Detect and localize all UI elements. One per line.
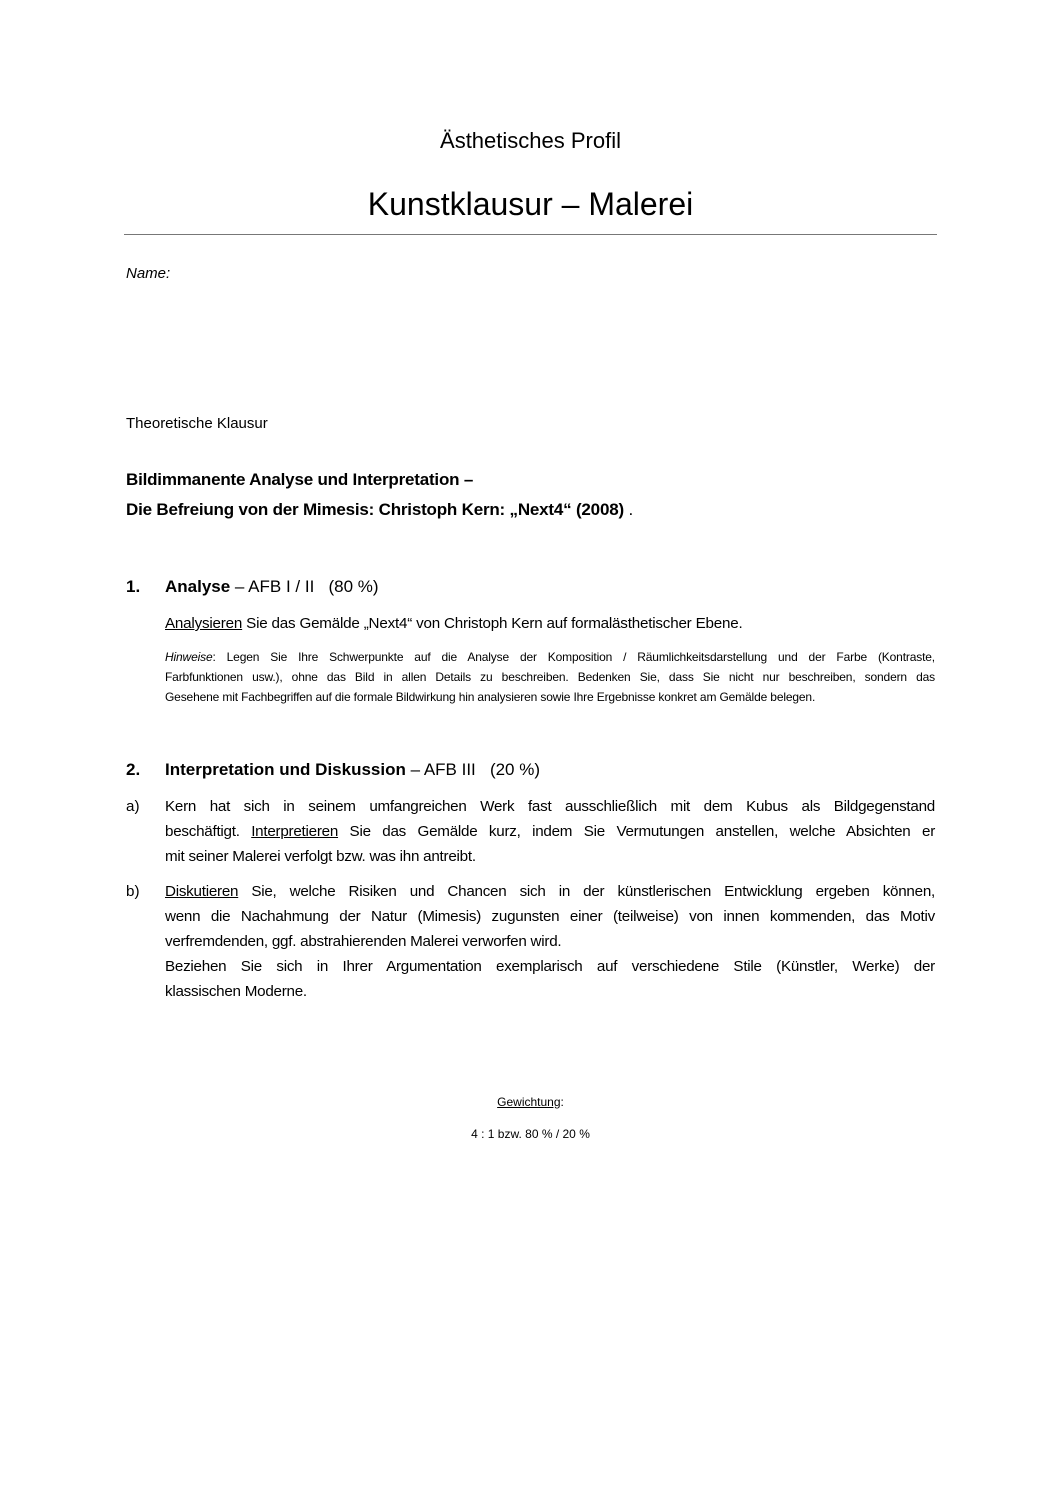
task2b-line-4: Beziehen Sie sich in Ihrer Argumentation exemplarisch auf verschiedene Stile (Künstler, Werke) der: [165, 958, 935, 975]
hint-line-3: Gesehene mit Fachbegriffen auf die formale Bildwirkung hin analysieren sowie Ihre Ergebnisse konkret am Gemälde belegen.: [165, 690, 816, 704]
task2b-line-3: verfremdenden, ggf. abstrahierenden Malerei verworfen wird.: [165, 933, 562, 950]
exam-type: Theoretische Klausur: [126, 415, 268, 432]
weighting-value: 4 : 1 bzw. 80 % / 20 %: [471, 1127, 590, 1141]
weighting-label: [0, 1095, 1061, 1109]
hint-line-2: Farbfunktionen usw.), ohne das Bild in allen Details zu beschreiben. Bedenken Sie, dass Sie nicht nur beschreiben, sondern das: [165, 670, 935, 684]
profile-heading: Ästhetisches Profil: [440, 128, 621, 153]
task1-verb: Analysieren: [165, 615, 243, 632]
task1-instruction-text: Sie das Gemälde „Next4“ von Christoph Kern auf formalästhetischer Ebene.: [242, 615, 743, 632]
task2-number: 2.: [126, 760, 141, 779]
subject-line-2: [126, 500, 633, 520]
task2a-post: Sie das Gemälde kurz, indem Sie Vermutungen anstellen, welche Absichten er: [338, 823, 936, 840]
subject-text: Die Befreiung von der Mimesis: Christoph Kern: „Next4“ (2008): [126, 500, 624, 519]
task2a-pre: beschäftigt.: [165, 823, 252, 840]
task1-title: Analyse: [165, 577, 231, 596]
task1-number: 1.: [126, 577, 141, 596]
title-divider: [124, 234, 937, 235]
subject-line-1: Bildimmanente Analyse und Interpretation –: [126, 470, 474, 489]
task2b-verb: Diskutieren: [165, 883, 239, 900]
name-label: Name:: [126, 265, 171, 282]
hint-label: Hinweise: [165, 650, 213, 664]
task2b-label: b): [126, 883, 140, 900]
task2-title: Interpretation und Diskussion: [165, 760, 406, 779]
task2a-line-2: [165, 823, 935, 840]
task1-afb: – AFB I / II (80 %): [230, 577, 379, 596]
task2-heading: [165, 760, 540, 780]
hint-text: : Legen Sie Ihre Schwerpunkte auf die Analyse der Komposition / Räumlichkeitsdarstellung und der Farbe (Kontraste,: [212, 650, 935, 664]
task2b-post: Sie, welche Risiken und Chancen sich in der künstlerischen Entwicklung ergeben können,: [238, 883, 935, 900]
task2b-line-1: [165, 883, 935, 900]
task2a-label: a): [126, 798, 140, 815]
task1-heading: [165, 577, 379, 597]
task2a-verb: Interpretieren: [251, 823, 339, 840]
task1-instruction: [165, 615, 743, 632]
task2b-line-2: wenn die Nachahmung der Natur (Mimesis) zugunsten einer (teilweise) von innen kommenden, das Motiv: [165, 908, 935, 925]
weighting-label-text: Gewichtung: [497, 1095, 561, 1109]
subject-suffix: .: [623, 500, 633, 519]
task2b-line-5: klassischen Moderne.: [165, 983, 307, 1000]
task2a-line-1: Kern hat sich in seinem umfangreichen Werk fast ausschließlich mit dem Kubus als Bildgegenstand: [165, 798, 935, 815]
hint-line-1: [165, 650, 935, 664]
task2-afb: – AFB III (20 %): [405, 760, 541, 779]
page-title: Kunstklausur – Malerei: [367, 186, 694, 222]
weighting-colon: :: [560, 1095, 564, 1109]
task2a-line-3: mit seiner Malerei verfolgt bzw. was ihn antreibt.: [165, 848, 476, 865]
